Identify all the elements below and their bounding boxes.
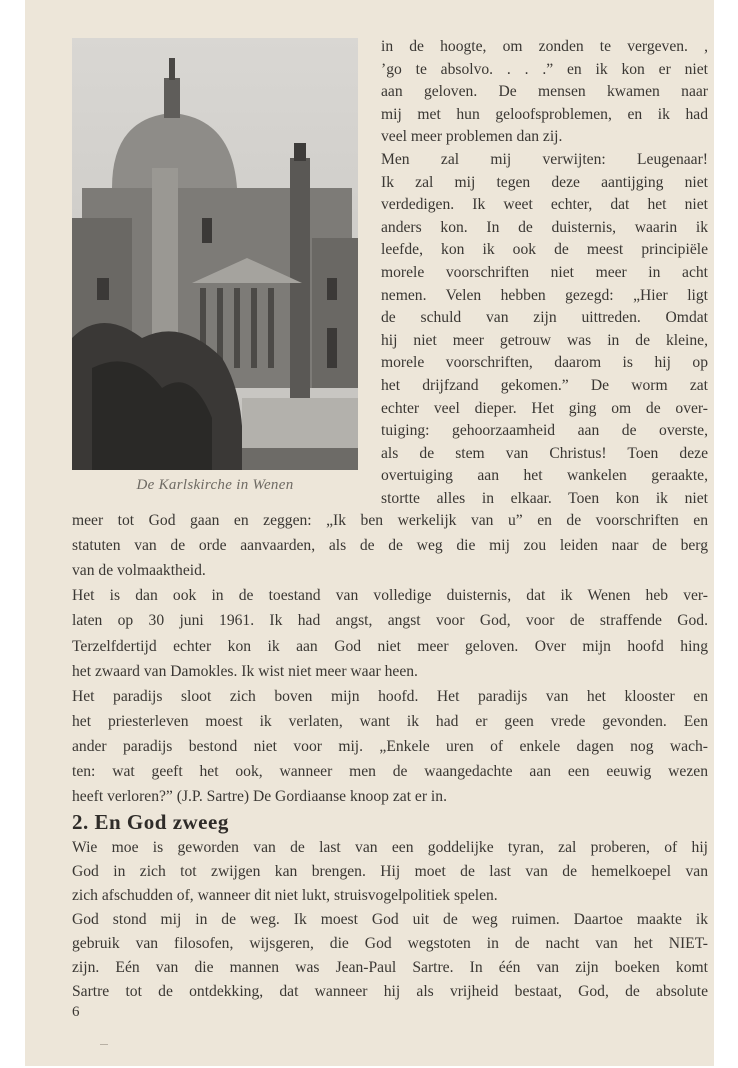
text-line: statuten van de orde aanvaarden, als de de weg die mij zou leiden naar de berg <box>72 537 708 555</box>
text-line: tuiging: gehoorzaamheid aan de overste, <box>381 422 708 440</box>
text-line: Ik zal mij tegen deze aantijging niet <box>381 173 708 191</box>
text-line: zich afschudden of, wanneer dit niet lukt, struisvogelpolitiek spelen. <box>72 887 498 904</box>
text-line: Men zal mij verwijten: Leugenaar! <box>381 151 708 168</box>
scan-mark <box>100 1044 108 1045</box>
text-line: veel meer problemen dan zij. <box>381 128 563 146</box>
text-line: Wie moe is geworden van de last van een goddelijke tyran, zal proberen, of hij <box>72 839 708 856</box>
text-line: Het is dan ook in de toestand van volledige duisternis, dat ik Wenen heb ver- <box>72 587 708 605</box>
text-line: het drijfzand gekomen.” De worm zat <box>381 377 708 394</box>
text-line: echter veel dieper. Het ging om de over- <box>381 399 708 417</box>
text-line: morele voorschriften, daarom is hij op <box>381 354 708 372</box>
text-line: Terzelfdertijd echter kon ik aan God niet meer geloven. Over mijn hoofd hing <box>72 637 708 655</box>
text-line: in de hoogte, om zonden te vergeven. , <box>381 38 708 55</box>
text-line: hij niet meer getrouw was in de kleine, <box>381 331 708 349</box>
text-line: van de volmaaktheid. <box>72 562 206 580</box>
text-line: Sartre tot de ontdekking, dat wanneer hij als vrijheid bestaat, God, de absolute <box>72 983 708 1000</box>
text-line: Het paradijs sloot zich boven mijn hoofd. Het paradijs van het klooster en <box>72 687 708 705</box>
text-line: anders kon. In de duisternis, waarin ik <box>381 218 708 236</box>
text-line: ten: wat geeft het ook, wanneer men de waangedachte aan een eeuwig wezen <box>72 763 708 780</box>
text-line: God in zich tot zwijgen kan brengen. Hij moet de last van de hemelkoepel van <box>72 863 708 880</box>
text-line: verdedigen. Ik weet echter, dat het niet <box>381 196 708 214</box>
figure-caption: De Karlskirche in Wenen <box>136 477 294 493</box>
text-line: God stond mij in de weg. Ik moest God uit de weg ruimen. Daartoe maakte ik <box>72 911 708 928</box>
text-line: mij met hun geloofsproblemen, en ik had <box>381 105 708 123</box>
text-line: laten op 30 juni 1961. Ik had angst, angst voor God, voor de straffende God. <box>72 612 708 630</box>
page-number: 6 <box>72 1004 80 1020</box>
text-line: nemen. Velen hebben gezegd: „Hier ligt <box>381 286 708 304</box>
text-line: ander paradijs bestond niet voor mij. „Enkele uren of enkele dagen nog wach- <box>72 737 708 755</box>
text-line: het priesterleven moest ik verlaten, want ik had er geen vrede gevonden. Een <box>72 712 708 730</box>
text-line: meer tot God gaan en zeggen: „Ik ben werkelijk van u” en de voorschriften en <box>72 512 708 529</box>
text-line: stortte alles in elkaar. Toen kon ik niet <box>381 490 708 507</box>
text-line: zijn. Eén van die mannen was Jean-Paul Sartre. In één van zijn boeken komt <box>72 959 708 976</box>
text-line: overtuiging aan het wankelen geraakte, <box>381 467 708 485</box>
text-line: als de stem van Christus! Toen deze <box>381 444 708 462</box>
text-line: morele voorschriften niet meer in acht <box>381 264 708 281</box>
karlskirche-photo <box>72 38 358 470</box>
text-line: heeft verloren?” (J.P. Sartre) De Gordiaanse knoop zat er in. <box>72 788 447 806</box>
text-line: gebruik van filosofen, wijsgeren, die God wegstoten in de nacht van het NIET- <box>72 935 708 952</box>
text-line: aan geloven. De mensen kwamen naar <box>381 83 708 101</box>
text-line: ’go te absolvo. . . .” en ik kon er niet <box>381 60 708 78</box>
text-line: het zwaard van Damokles. Ik wist niet meer waar heen. <box>72 662 418 680</box>
text-line: leefde, kon ik ook de meest principiële <box>381 241 708 259</box>
section-heading: 2. En God zweeg <box>72 810 229 834</box>
text-line: de schuld van zijn uittreden. Omdat <box>381 309 708 327</box>
